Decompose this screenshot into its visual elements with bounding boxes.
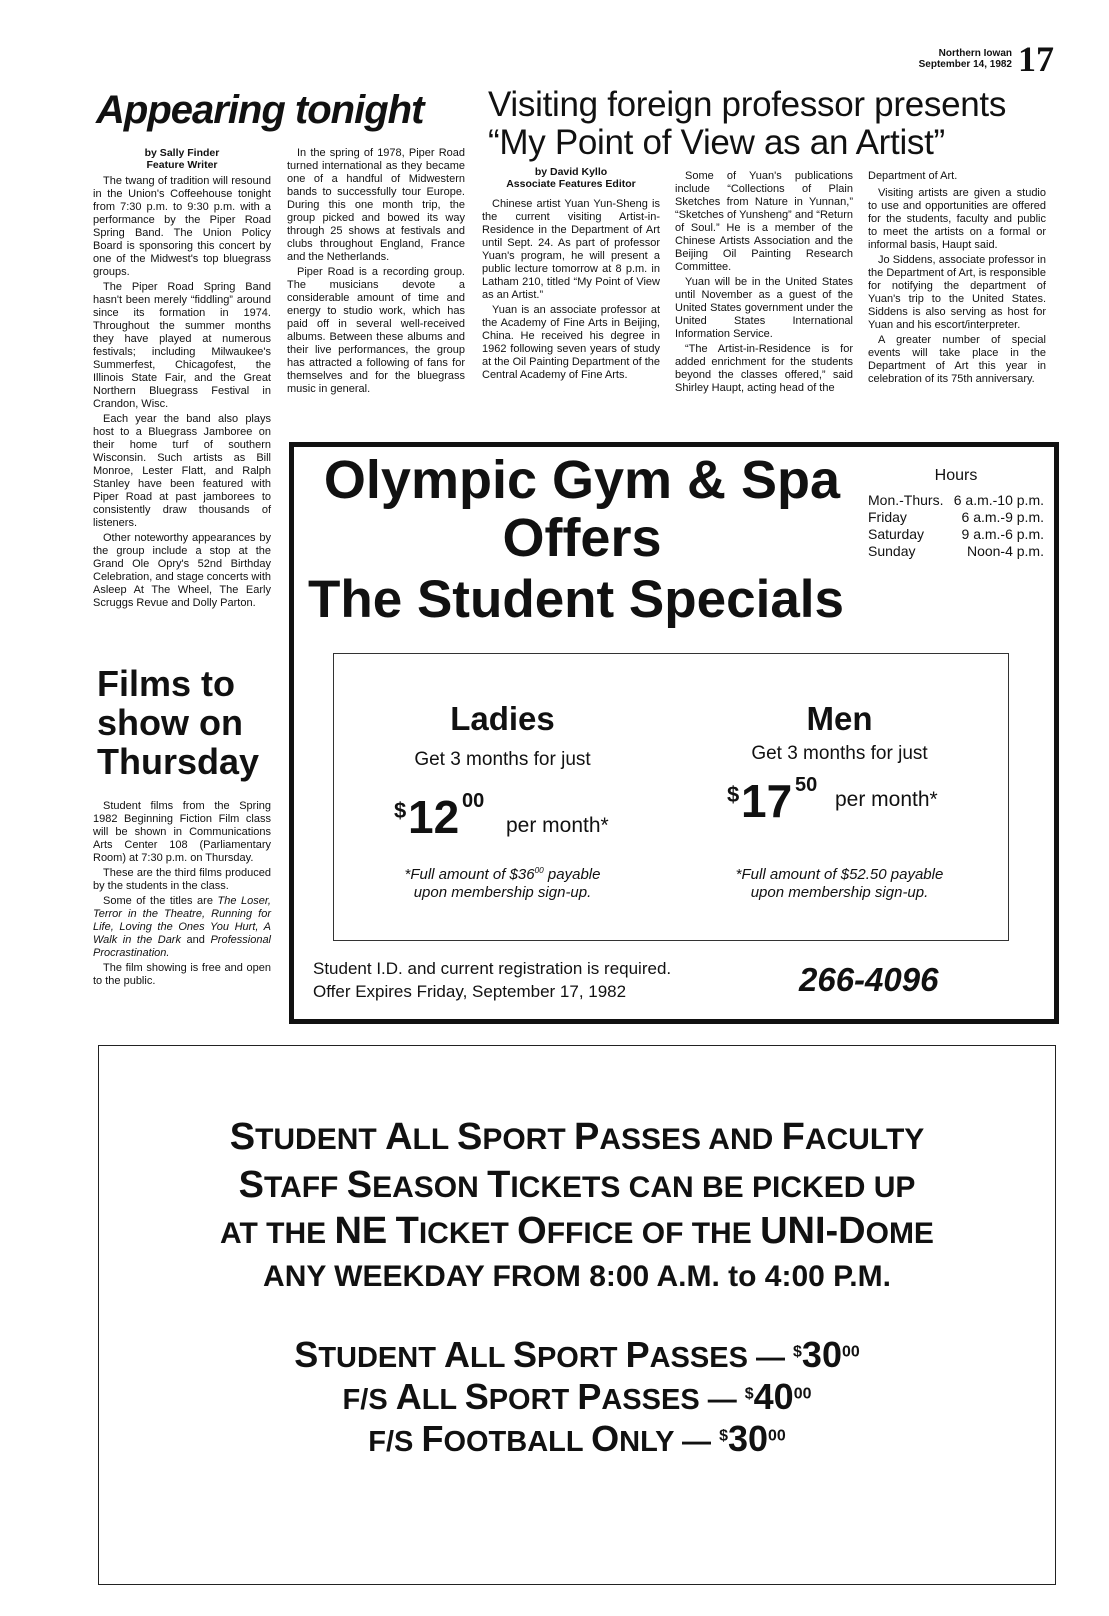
sc-cap: S <box>346 1164 373 1206</box>
film-titles: The Loser, Terror in the Theatre, Running for Life, Loving the Ones You Hurt, A Walk in the Dark <box>93 895 271 946</box>
men-price <box>671 768 1008 828</box>
sc-rest: OOTBALL <box>443 1426 592 1458</box>
note-payable: payable <box>543 866 601 883</box>
hours-row <box>868 543 1044 560</box>
gym-hours <box>868 467 1044 560</box>
sc-rest: ICKET <box>418 1217 518 1250</box>
article-paragraph: Other noteworthy appearances by the group include a stop at the Grand Ole Opry's 52nd Birthday Celebration, and stage concerts with Asleep At The Wheel, The Early Scruggs Revue and Dolly Parton. <box>93 532 271 609</box>
article-paragraph: Yuan will be in the United States until November as a guest of the United States government under the United States International Information Service. <box>675 276 853 340</box>
sc-rest <box>387 1217 395 1250</box>
page-number: 17 <box>1018 39 1054 79</box>
appearing-column-2 <box>287 147 465 398</box>
note-line: upon membership sign-up. <box>413 884 592 901</box>
sc-rest: OME <box>865 1217 934 1250</box>
article-paragraph: Visiting artists are given a studio to use and opportunities are offered for the students, faculty and public to meet the artists on a formal or informal basis, Haupt said. <box>868 187 1046 251</box>
sc-cap: S <box>229 1116 256 1158</box>
article-paragraph: These are the third films produced by the students in the class. <box>93 867 271 892</box>
notice-line-1 <box>99 1118 1055 1159</box>
price-amount: 30 <box>801 1334 842 1375</box>
sc-cap: S <box>294 1334 319 1375</box>
sc-rest: ACULTY <box>804 1123 925 1156</box>
article-paragraph: Piper Road is a recording group. The musicians devote a considerable amount of time and energy to studio work, which has paid off in several well-received albums. Between these albums and their live performances, the group has attracted a following of fans for themselves and for the bluegrass music in general. <box>287 266 465 395</box>
article-paragraph <box>93 895 271 960</box>
gym-offers: Offers <box>502 508 662 568</box>
note-line: *Full amount of $52.50 payable <box>735 866 944 883</box>
sc-rest: TAFF <box>263 1171 347 1204</box>
sc-cap: A <box>395 1376 422 1417</box>
article-paragraph: The film showing is free and open to the public. <box>93 962 271 987</box>
sc-rest: ASSES — <box>649 1342 794 1374</box>
article-paragraph: Student films from the Spring 1982 Beginning Fiction Film class will be shown in Communications Arts Center 108 (Parliamentary Room) at 7:30 p.m. on Thursday. <box>93 800 271 864</box>
price-student-all-sport <box>99 1336 1055 1377</box>
film-title-last: Professional Procrastination. <box>93 934 272 959</box>
price-currency: $ <box>793 1343 802 1361</box>
sc-rest: EASON <box>372 1171 488 1204</box>
article-paragraph: Chinese artist Yuan Yun-Sheng is the current visiting Artist-in-Residence in the Department of Art until Sept. 24. As part of professor Yuan's program, he will present a public lecture tomorrow at 8 p.m. in Latham 210, titled “My Point of View as an Artist.” <box>482 198 660 301</box>
sc-cap: A <box>385 1116 413 1158</box>
price-per: per month* <box>835 788 938 811</box>
price-cents: 00 <box>793 1385 812 1403</box>
men-subtitle: Get 3 months for just <box>751 743 928 764</box>
sport-passes-notice <box>98 1045 1056 1585</box>
price-dollars: 17 <box>741 775 793 827</box>
price-amount: 30 <box>727 1418 768 1459</box>
ladies-title: Ladies <box>450 700 555 737</box>
article-paragraph: Each year the band also plays host to a Bluegrass Jamboree on their home turf of southern Wisconsin. Such artists as Bill Monroe, Lester Flatt, and Ralph Stanley have been featured with Piper Road at past jamborees to consistently draw thousands of listeners. <box>93 413 271 529</box>
sc-cap: T <box>395 1210 419 1252</box>
notice-line-2 <box>99 1166 1055 1207</box>
sc-rest: NLY — <box>619 1426 720 1458</box>
sc-cap: O <box>591 1418 620 1459</box>
appearing-column-1 <box>93 147 271 612</box>
gym-advertisement <box>289 442 1059 1024</box>
sc-cap: NE <box>334 1210 388 1252</box>
films-headline-line: Films to <box>97 663 236 704</box>
gym-name: Olympic Gym & Spa <box>323 450 841 510</box>
sc-cap: UNI-D <box>760 1210 866 1252</box>
hours-time: Noon-4 p.m. <box>966 543 1044 559</box>
hours-row <box>868 492 1044 509</box>
hours-day: Sunday <box>868 543 916 559</box>
price-cents: 00 <box>768 1427 786 1445</box>
price-currency: $ <box>394 798 407 823</box>
hours-day: Saturday <box>868 526 925 542</box>
price-currency: $ <box>719 1427 728 1445</box>
sc-rest: TUDENT <box>318 1342 444 1374</box>
folio-publication-info <box>919 48 1012 70</box>
note-cents: 00 <box>534 866 544 875</box>
price-dollars: 12 <box>408 791 460 843</box>
folio-publication: Northern Iowan <box>938 48 1012 59</box>
titles-and: and <box>186 934 205 946</box>
sc-rest: AT THE <box>220 1217 335 1250</box>
films-headline-line: Thursday <box>97 741 260 782</box>
article-paragraph: Yuan is an associate professor at the Academy of Fine Arts in Beijing, China. He received his degree in 1962 following seven years of study at the Oil Painting Department of the Central Academy of Fine Arts. <box>482 304 660 381</box>
gym-ad-title <box>294 451 870 567</box>
ladies-price <box>334 784 671 844</box>
article-paragraph: The Piper Road Spring Band hasn't been merely “fiddling” around since its formation in 1974. Throughout the summer months they have played at numerous festivals; including Milwaukee's Summerfest, Chicagofest, the Illinois State Fair, and the Great Northern Bluegrass Festival in Crandon, Wisc. <box>93 281 271 410</box>
note-amount: *Full amount of $36 <box>404 866 535 883</box>
note-line <box>334 866 671 884</box>
sc-cap: F <box>421 1418 444 1459</box>
appearing-headline: Appearing tonight <box>96 88 424 132</box>
sc-rest: ASSES — <box>601 1384 745 1416</box>
hours-title: Hours <box>934 467 978 484</box>
sc-cap: S <box>512 1334 537 1375</box>
sc-cap: S <box>456 1116 483 1158</box>
sc-rest: ASSES AND <box>599 1123 782 1156</box>
article-paragraph: “The Artist-in-Residence is for added enrichment for the students beyond the classes offered,” said Shirley Haupt, acting head of the <box>675 343 853 394</box>
hours-time: 6 a.m.-10 p.m. <box>953 492 1044 508</box>
films-headline <box>97 664 259 781</box>
price-cents: 00 <box>462 790 485 812</box>
price-per: per month* <box>506 814 609 837</box>
appearing-byline <box>93 147 271 171</box>
visiting-headline: Visiting foreign professor presents “My Point of View as an Artist” <box>488 85 1007 162</box>
sc-cap: O <box>517 1210 547 1252</box>
note-line: upon membership sign-up. <box>750 884 929 901</box>
notice-line-3 <box>99 1212 1055 1253</box>
byline-name: by Sally Finder <box>144 147 220 159</box>
article-paragraph: A greater number of special events will take place in the Department of Art this year in celebration of its 75th anniversary. <box>868 334 1046 385</box>
sc-rest: TUDENT <box>255 1123 386 1156</box>
sc-rest: PORT <box>482 1123 574 1156</box>
visiting-column-3 <box>868 170 1046 388</box>
sc-rest: F/S <box>342 1384 396 1416</box>
id-requirement: Student I.D. and current registration is required. <box>313 959 672 978</box>
sc-rest: LL <box>412 1123 457 1156</box>
titles-lead: Some of the titles are <box>103 895 213 907</box>
hours-time: 9 a.m.-6 p.m. <box>961 526 1044 542</box>
gym-specials-title: The Student Specials <box>308 570 845 629</box>
sc-cap: P <box>574 1116 600 1158</box>
price-cents: 50 <box>795 774 818 796</box>
sc-rest: PORT <box>488 1384 578 1416</box>
men-special <box>671 654 1008 940</box>
sc-cap: T <box>487 1164 511 1206</box>
films-column <box>93 800 271 990</box>
folio-date: September 14, 1982 <box>918 59 1012 70</box>
page-folio <box>918 39 1054 79</box>
article-paragraph: Jo Siddens, associate professor in the Department of Art, is responsible for notifying the department of Yuan's trip to the United States. Siddens is also serving as host for Yuan and his escort/interpreter. <box>868 254 1046 331</box>
men-title: Men <box>806 700 873 737</box>
ladies-subtitle: Get 3 months for just <box>414 749 591 770</box>
offer-expiry: Offer Expires Friday, September 17, 1982 <box>313 982 627 1001</box>
hours-row <box>868 509 1044 526</box>
sc-cap: A <box>443 1334 470 1375</box>
ladies-note <box>334 866 671 902</box>
byline-title: Associate Features Editor <box>506 178 636 190</box>
hours-day: Friday <box>868 509 907 525</box>
price-currency: $ <box>744 1385 754 1403</box>
price-fs-football <box>99 1420 1055 1461</box>
price-fs-all-sport <box>99 1378 1055 1419</box>
sc-rest: F/S <box>368 1426 422 1458</box>
hours-row <box>868 526 1044 543</box>
sc-rest: LL <box>421 1384 465 1416</box>
visiting-column-1 <box>482 166 660 384</box>
article-paragraph-continued: Department of Art. <box>868 170 958 182</box>
visiting-byline <box>482 166 660 190</box>
sc-rest: PORT <box>536 1342 626 1374</box>
sc-rest: LL <box>469 1342 513 1374</box>
price-amount: 40 <box>753 1376 794 1417</box>
sc-cap: P <box>577 1376 602 1417</box>
visiting-column-2 <box>675 170 853 397</box>
price-currency: $ <box>727 782 740 807</box>
specials-box <box>333 653 1009 941</box>
price-cents: 00 <box>841 1343 860 1361</box>
films-headline-line: show on <box>97 702 243 743</box>
article-paragraph: Some of Yuan's publications include “Collections of Plain Sketches from Nature in Yunnan,” “Sketches of Yunsheng” and “Return of Soul.” He is a member of the Chinese Artists Association and the Beijing Oil Painting Research Committee. <box>675 170 853 273</box>
article-paragraph: In the spring of 1978, Piper Road turned international as they became one of a handful of Midwestern bands to successfully tour Europe. During this one month trip, the group picked and bowed its way through 25 shows at festivals and clubs throughout England, France and the Netherlands. <box>287 147 465 263</box>
sc-cap: S <box>238 1164 264 1206</box>
gym-phone-number: 266-4096 <box>799 961 939 998</box>
ladies-special <box>334 654 671 940</box>
article-paragraph: The twang of tradition will resound in the Union's Coffeehouse tonight from 7:30 p.m. to 9:30 p.m. with a performance by the Piper Road Spring Band. The Union Policy Board is sponsoring this concert by one of the Midwest's top bluegrass groups. <box>93 175 271 278</box>
notice-line-4: ANY WEEKDAY FROM 8:00 A.M. to 4:00 P.M. <box>263 1260 891 1293</box>
sc-rest: ICKETS CAN BE PICKED UP <box>510 1171 916 1204</box>
hours-time: 6 a.m.-9 p.m. <box>961 509 1044 525</box>
byline-title: Feature Writer <box>146 159 218 171</box>
men-note <box>671 866 1008 902</box>
hours-day: Mon.-Thurs. <box>868 492 944 508</box>
sc-cap: S <box>464 1376 489 1417</box>
sc-cap: P <box>625 1334 650 1375</box>
sc-cap: F <box>781 1116 805 1158</box>
sc-rest: FFICE OF THE <box>546 1217 761 1250</box>
gym-ad-footer <box>313 957 671 1003</box>
byline-name: by David Kyllo <box>534 166 608 178</box>
